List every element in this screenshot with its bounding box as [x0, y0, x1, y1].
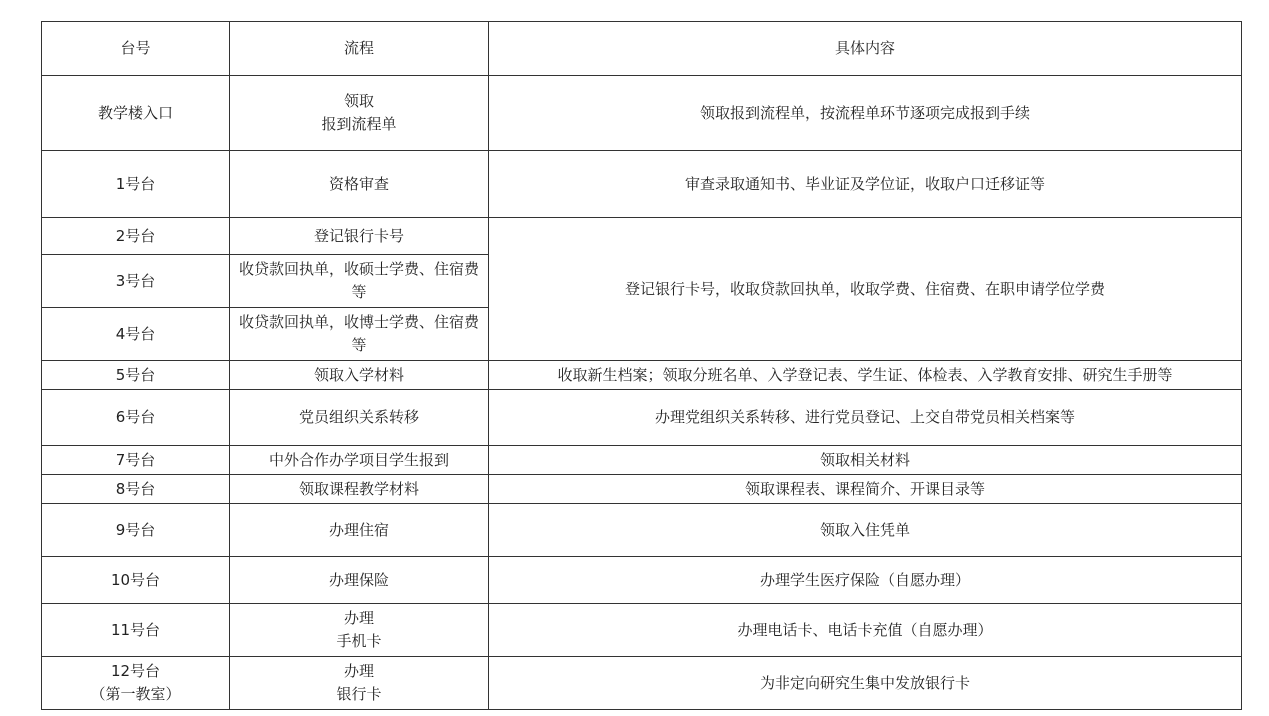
- content-cell: 收取新生档案；领取分班名单、入学登记表、学生证、体检表、入学教育安排、研究生手册等: [489, 361, 1242, 390]
- content-cell: 办理党组织关系转移、进行党员登记、上交自带党员相关档案等: [489, 390, 1242, 446]
- process-text: 领取: [343, 92, 374, 110]
- process-text: 收贷款回执单，收博士学费、住宿费等: [238, 313, 479, 354]
- content-cell: 领取课程表、课程简介、开课目录等: [489, 475, 1242, 504]
- table-row: [42, 151, 1242, 218]
- station-text: 10号台: [110, 570, 161, 589]
- process-cell: [230, 218, 489, 255]
- station-cell: [42, 390, 230, 446]
- process-text: 登记银行卡号: [313, 226, 404, 245]
- station-cell: [42, 475, 230, 504]
- header-content: 具体内容: [489, 22, 1242, 76]
- table-row: [42, 504, 1242, 557]
- table-row: [42, 475, 1242, 504]
- station-text: 9号台: [115, 520, 156, 539]
- process-text: 办理: [343, 609, 374, 627]
- content-cell-merged: 登记银行卡号，收取贷款回执单，收取学费、住宿费、在职申请学位学费: [489, 218, 1242, 361]
- process-cell: [230, 151, 489, 218]
- process-text: 办理: [343, 662, 374, 680]
- station-cell: [42, 557, 230, 604]
- process-cell: [230, 557, 489, 604]
- process-cell: [230, 255, 489, 308]
- table-row: [42, 604, 1242, 657]
- station-text: 7号台: [115, 450, 156, 469]
- process-cell: [230, 390, 489, 446]
- process-cell: [230, 308, 489, 361]
- station-cell: [42, 657, 230, 710]
- station-cell: [42, 504, 230, 557]
- registration-table: [41, 21, 1242, 710]
- table-row: [42, 557, 1242, 604]
- station-text: 教学楼入口: [97, 103, 173, 122]
- station-text: 5号台: [115, 365, 156, 384]
- station-cell: [42, 76, 230, 151]
- content-cell: 审查录取通知书、毕业证及学位证，收取户口迁移证等: [489, 151, 1242, 218]
- process-cell: [230, 361, 489, 390]
- header-station: 台号: [42, 22, 230, 76]
- station-text: 4号台: [115, 324, 156, 343]
- process-text: 党员组织关系转移: [298, 408, 419, 426]
- content-cell: 领取报到流程单，按流程单环节逐项完成报到手续: [489, 76, 1242, 151]
- process-cell: [230, 475, 489, 504]
- content-cell: 办理学生医疗保险（自愿办理）: [489, 557, 1242, 604]
- station-text: 1号台: [115, 174, 156, 193]
- station-text: 11号台: [110, 620, 161, 639]
- station-text: 8号台: [115, 479, 156, 498]
- station-text: 6号台: [115, 408, 156, 426]
- station-cell: [42, 446, 230, 475]
- content-cell: 领取相关材料: [489, 446, 1242, 475]
- station-text: 2号台: [115, 226, 156, 245]
- station-cell: [42, 218, 230, 255]
- station-cell: [42, 604, 230, 657]
- table-row: [42, 657, 1242, 710]
- process-text: 资格审查: [328, 174, 389, 193]
- process-text: 中外合作办学项目学生报到: [268, 450, 449, 469]
- station-text: 12号台: [110, 662, 161, 680]
- content-cell: 为非定向研究生集中发放银行卡: [489, 657, 1242, 710]
- table-row: [42, 361, 1242, 390]
- station-cell: [42, 255, 230, 308]
- content-cell: 办理电话卡、电话卡充值（自愿办理）: [489, 604, 1242, 657]
- process-cell: [230, 76, 489, 151]
- station-cell: [42, 151, 230, 218]
- process-cell: [230, 504, 489, 557]
- process-text: 报到流程单: [321, 115, 397, 133]
- process-text: 手机卡: [336, 632, 382, 650]
- table-row: [42, 76, 1242, 151]
- process-text: 领取课程教学材料: [298, 479, 419, 498]
- process-text: 办理保险: [328, 570, 389, 589]
- station-text: 3号台: [115, 271, 156, 290]
- process-cell: [230, 446, 489, 475]
- process-cell: [230, 604, 489, 657]
- process-text: 银行卡: [336, 685, 382, 703]
- station-cell: [42, 308, 230, 361]
- process-text: 办理住宿: [328, 520, 389, 539]
- process-text: 收贷款回执单，收硕士学费、住宿费等: [238, 260, 479, 301]
- process-text: 领取入学材料: [313, 365, 404, 384]
- table-row: [42, 390, 1242, 446]
- process-cell: [230, 657, 489, 710]
- header-row: [42, 22, 1242, 76]
- header-process: 流程: [230, 22, 489, 76]
- table-row: [42, 446, 1242, 475]
- station-note: （第一教室）: [90, 685, 181, 703]
- table-row: [42, 218, 1242, 255]
- content-cell: 领取入住凭单: [489, 504, 1242, 557]
- station-cell: [42, 361, 230, 390]
